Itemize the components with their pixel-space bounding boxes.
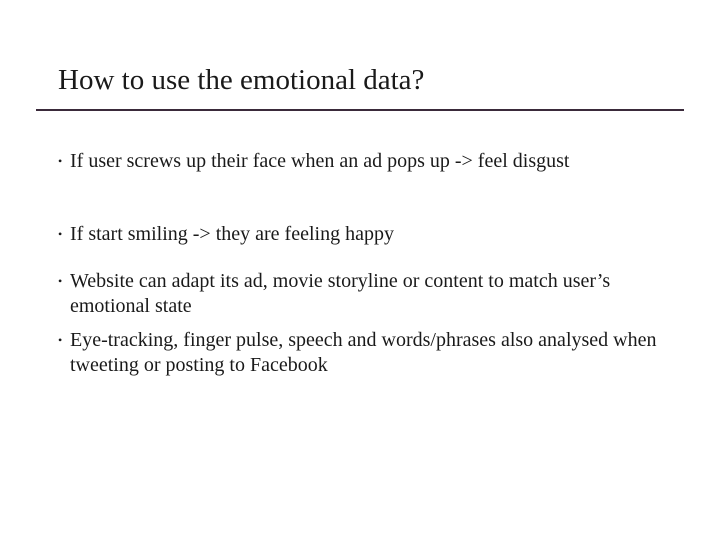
bullet-text: If start smiling -> they are feeling happy [70,223,394,245]
bullet-marker: • [58,274,63,288]
bullet-marker: • [58,333,63,347]
bullet-item [58,222,678,247]
bullet-text: If user screws up their face when an ad pops up -> feel disgust [70,150,570,172]
title-divider [36,109,684,111]
bullet-text: Eye-tracking, finger pulse, speech and words/phrases also analysed when tweeting or posting to Facebook [70,329,657,376]
bullet-item [58,328,678,378]
bullet-item [58,149,678,174]
bullet-marker: • [58,227,63,241]
bullet-item [58,269,678,319]
bullet-text: Website can adapt its ad, movie storyline or content to match user’s emotional state [70,270,611,317]
bullet-marker: • [58,154,63,168]
slide-title: How to use the emotional data? [58,64,425,96]
